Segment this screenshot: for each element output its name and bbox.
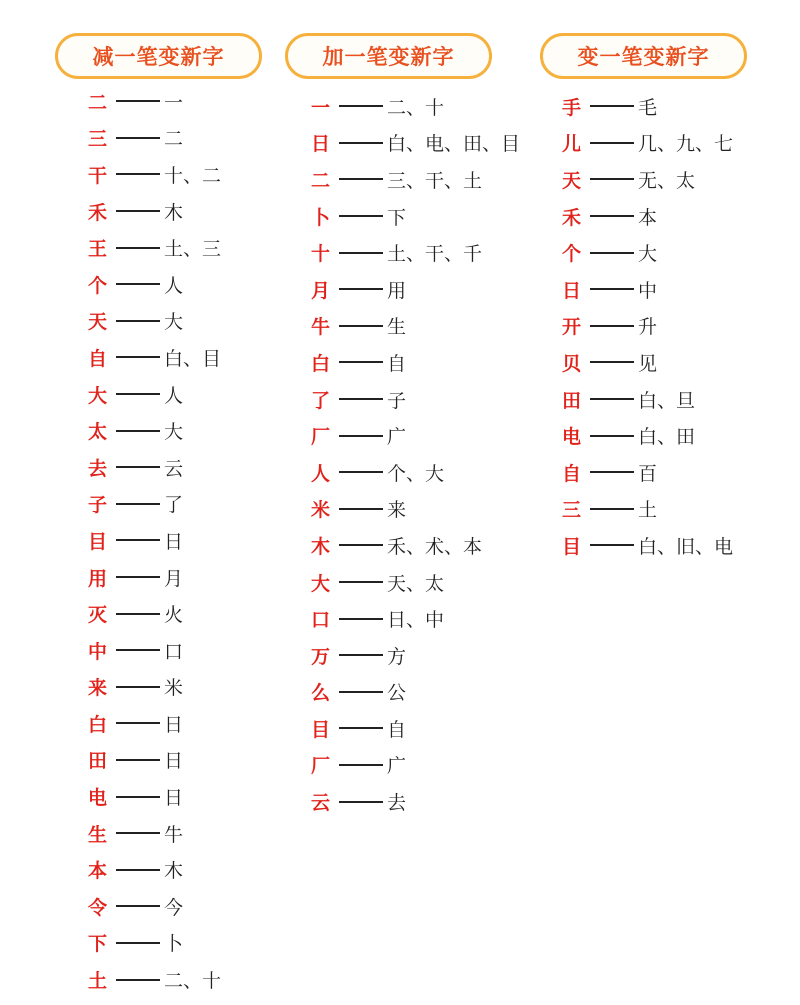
source-character: 二 [88,91,108,114]
result-characters: 一 [164,91,184,114]
dash-divider [590,252,634,254]
result-characters: 个、大 [387,462,445,485]
list-item [88,851,221,888]
source-character: 禾 [88,201,108,224]
list-item [311,271,520,308]
source-character: 去 [88,457,108,480]
list-item [562,308,733,345]
result-characters: 日 [164,530,184,553]
list-item [311,710,520,747]
source-character: 个 [562,243,582,266]
dash-divider [339,764,383,766]
source-character: 三 [88,128,108,151]
result-characters: 口 [164,640,184,663]
list-item [88,376,221,413]
source-character: 木 [311,535,331,558]
source-character: 三 [562,499,582,522]
list-item [88,449,221,486]
source-character: 十 [311,243,331,266]
result-characters: 木 [164,201,184,224]
list-item [88,193,221,230]
list-item [88,156,221,193]
dash-divider [339,215,383,217]
result-characters: 人 [164,274,184,297]
list-item [311,308,520,345]
list-item [88,559,221,596]
result-characters: 方 [387,645,407,668]
result-characters: 大 [638,243,658,266]
result-characters: 白、电、田、目 [387,133,521,156]
result-characters: 木 [164,860,184,883]
result-characters: 土、三 [164,238,222,261]
result-characters: 几、九、七 [638,133,734,156]
list-item [311,198,520,235]
dash-divider [590,288,634,290]
result-characters: 月 [164,567,184,590]
source-character: 开 [562,316,582,339]
row-list [311,88,520,820]
dash-divider [116,356,160,358]
source-character: 禾 [562,206,582,229]
list-item [88,595,221,632]
result-characters: 来 [387,499,407,522]
source-character: 牛 [311,316,331,339]
source-character: 白 [88,713,108,736]
result-characters: 白、目 [164,347,222,370]
result-characters: 见 [638,352,658,375]
dash-divider [116,905,160,907]
dash-divider [116,503,160,505]
dash-divider [116,173,160,175]
list-item [562,271,733,308]
dash-divider [116,100,160,102]
list-item [88,742,221,779]
dash-divider [590,178,634,180]
dash-divider [116,576,160,578]
source-character: 厂 [311,755,331,778]
source-character: 自 [88,347,108,370]
list-item [88,705,221,742]
dash-divider [590,215,634,217]
dash-divider [116,722,160,724]
result-characters: 自 [387,718,407,741]
source-character: 灭 [88,604,108,627]
list-item [311,783,520,820]
dash-divider [590,142,634,144]
dash-divider [116,539,160,541]
list-item [88,83,221,120]
dash-divider [116,686,160,688]
list-item [562,234,733,271]
result-characters: 牛 [164,823,184,846]
column-title: 变一笔变新字 [540,33,747,79]
result-characters: 十、二 [164,164,222,187]
list-item [562,125,733,162]
result-characters: 二、十 [387,96,445,119]
dash-divider [590,398,634,400]
source-character: 日 [311,133,331,156]
dash-divider [339,544,383,546]
result-characters: 日 [164,750,184,773]
list-item [311,600,520,637]
source-character: 目 [88,530,108,553]
source-character: 米 [311,499,331,522]
result-characters: 去 [387,792,407,815]
dash-divider [339,581,383,583]
source-character: 令 [88,896,108,919]
dash-divider [339,618,383,620]
source-character: 本 [88,860,108,883]
dash-divider [116,137,160,139]
result-characters: 二、十 [164,970,222,993]
source-character: 电 [562,426,582,449]
result-characters: 大 [164,421,184,444]
dash-divider [339,105,383,107]
source-character: 目 [311,718,331,741]
result-characters: 下 [387,206,407,229]
dash-divider [339,654,383,656]
list-item [311,88,520,125]
source-character: 用 [88,567,108,590]
source-character: 二 [311,169,331,192]
list-item [562,198,733,235]
source-character: 目 [562,535,582,558]
list-item [88,669,221,706]
result-characters: 人 [164,384,184,407]
source-character: 王 [88,238,108,261]
source-character: 太 [88,421,108,444]
source-character: 田 [562,389,582,412]
list-item [88,229,221,266]
list-item [88,778,221,815]
list-item [562,381,733,418]
dash-divider [590,508,634,510]
dash-divider [339,801,383,803]
result-characters: 百 [638,462,658,485]
dash-divider [339,727,383,729]
result-characters: 子 [387,389,407,412]
dash-divider [116,759,160,761]
source-character: 大 [311,572,331,595]
source-character: 贝 [562,352,582,375]
dash-divider [339,288,383,290]
result-characters: 日 [164,787,184,810]
source-character: 大 [88,384,108,407]
source-character: 自 [562,462,582,485]
dash-divider [339,435,383,437]
source-character: 田 [88,750,108,773]
result-characters: 今 [164,896,184,919]
result-characters: 白、旧、电 [638,535,734,558]
dash-divider [339,178,383,180]
dash-divider [590,544,634,546]
result-characters: 日 [164,713,184,736]
result-characters: 中 [638,279,658,302]
result-characters: 天、太 [387,572,445,595]
dash-divider [116,466,160,468]
source-character: 子 [88,494,108,517]
result-characters: 二 [164,128,184,151]
source-character: 月 [311,279,331,302]
list-item [311,747,520,784]
source-character: 一 [311,96,331,119]
list-item [562,344,733,381]
dash-divider [590,471,634,473]
list-item [88,961,221,998]
dash-divider [590,325,634,327]
dash-divider [116,430,160,432]
source-character: 天 [88,311,108,334]
list-item [311,344,520,381]
result-characters: 白、田 [638,426,696,449]
source-character: 土 [88,970,108,993]
source-character: 手 [562,96,582,119]
result-characters: 土 [638,499,658,522]
list-item [562,527,733,564]
result-characters: 白、旦 [638,389,696,412]
list-item [562,161,733,198]
result-characters: 土、干、千 [387,243,483,266]
list-item [88,303,221,340]
list-item [562,454,733,491]
dash-divider [116,393,160,395]
list-item [88,339,221,376]
list-item [88,120,221,157]
dash-divider [339,471,383,473]
result-characters: 卜 [164,933,184,956]
list-item [311,161,520,198]
dash-divider [116,210,160,212]
dash-divider [116,942,160,944]
result-characters: 了 [164,494,184,517]
list-item [311,454,520,491]
list-item [311,234,520,271]
source-character: 个 [88,274,108,297]
source-character: 干 [88,164,108,187]
source-character: 了 [311,389,331,412]
dash-divider [116,649,160,651]
result-characters: 三、干、土 [387,169,483,192]
source-character: 儿 [562,133,582,156]
source-character: 中 [88,640,108,663]
dash-divider [339,252,383,254]
source-character: 日 [562,279,582,302]
result-characters: 火 [164,604,184,627]
source-character: 么 [311,682,331,705]
source-character: 下 [88,933,108,956]
source-character: 天 [562,169,582,192]
result-characters: 自 [387,352,407,375]
result-characters: 禾、术、本 [387,535,483,558]
list-item [311,637,520,674]
list-item [311,417,520,454]
source-character: 白 [311,352,331,375]
result-characters: 本 [638,206,658,229]
dash-divider [116,247,160,249]
source-character: 生 [88,823,108,846]
source-character: 厂 [311,426,331,449]
column-title: 加一笔变新字 [285,33,492,79]
dash-divider [339,691,383,693]
dash-divider [116,283,160,285]
list-item [88,888,221,925]
list-item [311,381,520,418]
result-characters: 升 [638,316,658,339]
source-character: 电 [88,787,108,810]
source-character: 口 [311,609,331,632]
dash-divider [339,142,383,144]
dash-divider [339,325,383,327]
result-characters: 用 [387,279,407,302]
list-item [311,674,520,711]
dash-divider [116,979,160,981]
dash-divider [116,869,160,871]
column-title: 减一笔变新字 [55,33,262,79]
result-characters: 无、太 [638,169,696,192]
list-item [311,125,520,162]
result-characters: 毛 [638,96,658,119]
list-item [562,88,733,125]
source-character: 来 [88,677,108,700]
result-characters: 米 [164,677,184,700]
dash-divider [116,832,160,834]
dash-divider [590,435,634,437]
list-item [88,632,221,669]
dash-divider [116,613,160,615]
source-character: 人 [311,462,331,485]
result-characters: 广 [387,755,407,778]
source-character: 云 [311,792,331,815]
list-item [88,266,221,303]
dash-divider [590,105,634,107]
row-list [562,88,733,564]
source-character: 卜 [311,206,331,229]
list-item [562,491,733,528]
row-list [88,83,221,998]
dash-divider [339,508,383,510]
result-characters: 生 [387,316,407,339]
list-item [562,417,733,454]
result-characters: 公 [387,682,407,705]
dash-divider [339,398,383,400]
list-item [311,491,520,528]
result-characters: 大 [164,311,184,334]
result-characters: 日、中 [387,609,445,632]
result-characters: 云 [164,457,184,480]
list-item [88,412,221,449]
list-item [311,564,520,601]
list-item [88,522,221,559]
dash-divider [339,361,383,363]
list-item [88,925,221,962]
dash-divider [116,320,160,322]
list-item [88,815,221,852]
source-character: 万 [311,645,331,668]
list-item [311,527,520,564]
result-characters: 广 [387,426,407,449]
list-item [88,486,221,523]
dash-divider [590,361,634,363]
dash-divider [116,796,160,798]
